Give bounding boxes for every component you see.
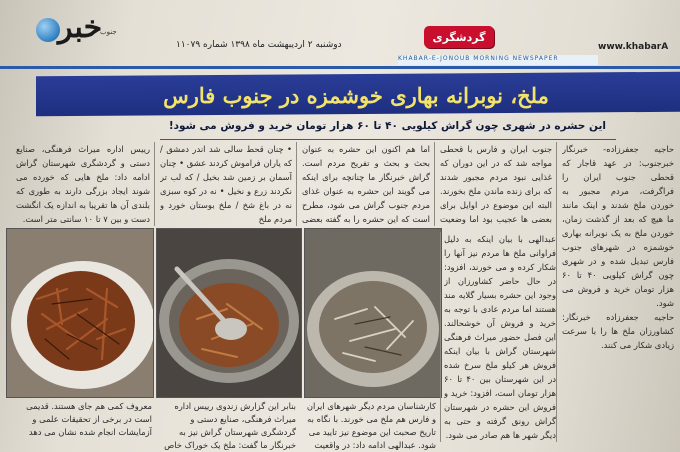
- bottom-column-3: معروف کمی هم جای هستند. قدیمی است در برخی از تحقیقات علمی و آزمایشات انجام شده نشان می دهد: [26, 401, 152, 437]
- column-5-text: رییس اداره میراث فرهنگی، صنایع دستی و گردشگری شهرستان گراش ادامه داد: ملخ هایی که خورده می شوند ایجاد بزرگی دارند به طوری که بلندی آن ها تقریبا به اندازه یک انگشت دست و بین ۷ تا ۱۰ سانتی متر است.: [16, 144, 150, 224]
- masthead-rule: [0, 66, 680, 69]
- column-divider: [434, 142, 435, 226]
- column-1: [562, 142, 674, 442]
- column-divider: [440, 232, 441, 442]
- column-2: [440, 142, 552, 226]
- column-2b-text: عبدالهی با بیان اینکه به دلیل فراوانی ملخ ها مردم نیز آنها را شکار کرده و می خورند، افزود: در حال حاضر کشاورزان از وجود این حشره بسیار گلایه مند هستند اما مردم عادی با توجه به خرید و فروش آن خوشحالند. این فصل حضور میراث فرهنگی شهرستان گراش با بیان اینکه فروش هر کیلو ملخ سرخ شده در این شهرستان بین ۴۰ تا ۶۰ هزار تومان است، افزود: خرید و فروش این حشره در شهرستان گراش رونق گرفته و حتی به دیگر شهر ها هم صادر می شود.: [444, 234, 556, 440]
- newspaper-tagline: KHABAR-E-JONOUB MORNING NEWSPAPER: [398, 55, 598, 65]
- photo-fried-locusts: [6, 228, 154, 398]
- website-url: www.khabarA: [598, 42, 669, 52]
- photo-dried-locusts: [304, 228, 442, 398]
- section-badge: گردشگری: [424, 26, 494, 48]
- issue-dateline: دوشنبه ۲ اردیبهشت ماه ۱۳۹۸ شماره ۱۱۰۷۹: [176, 40, 342, 50]
- column-2-text: جنوب ایران و فارس با قحطی مواجه شد که در این دوران که غذایی نبود مردم مجبور شدند که برای زنده ماندن ملخ بخورند. البته این موضوع در اوایل برای بعضی ها عجیب بود اما وضعیت: [440, 144, 552, 224]
- subhead-divider: [160, 139, 616, 140]
- bottom-column-2: بنابر این گزارش زندوی رییس اداره میراث فرهنگی، صنایع دستی و گردشگری شهرستان گراش نیز به خبرنگار ما گفت: ملخ یک خوراک خاص: [164, 401, 296, 450]
- column-divider: [556, 142, 557, 442]
- column-4-text: • چنان قحط سالی شد اندر دمشق / که یاران فراموش کردند عشق • چنان آسمان بر زمین شد بخیل / که لب تر نکردند زرع و نخیل • نه در کوه سبزی نه در باغ شخ / ملخ بوستان خورد و مردم ملخ: [160, 144, 292, 224]
- fried-locusts-image: [7, 229, 153, 397]
- column-5: [16, 142, 150, 226]
- column-4-poem: [160, 142, 292, 226]
- column-divider: [296, 142, 297, 226]
- article-headline: ملخ، نوبرانه بهاری خوشمزه در جنوب فارس: [163, 83, 549, 108]
- dried-locusts-image: [305, 229, 441, 397]
- photo-locusts-in-pot: [156, 228, 302, 398]
- masthead: [0, 0, 680, 66]
- column-1b-text: حاجیه جعفرزاده خبرنگار: کشاورزان ملخ ها را با سرعت زیادی شکار می کنند.: [562, 312, 674, 350]
- locusts-pot-image: [157, 229, 301, 397]
- column-divider: [154, 142, 155, 226]
- column-2-lower: [444, 232, 556, 442]
- logo-text: خبر: [58, 10, 103, 45]
- logo-subtitle: جنوب: [100, 28, 117, 36]
- column-3-text: اما هم اکنون این حشره به عنوان بحث و بحث و تفریح مردم است. گراش خبرنگار ما چنانچه برای اینکه می گویند این حشره به عنوان غذای مردم جنوب گراش می شود، مطرح است که این حشره را به گفته بعضی: [302, 144, 430, 224]
- bottom-column-1: کارشناسان مردم دیگر شهرهای ایران و فارس هم ملخ می خورند. با نگاه به تاریخ صحبت این موضوع نیز تایید می شود. عبدالهی ادامه داد: در واقعیت: [306, 401, 436, 450]
- article-subhead: این حشره در شهری چون گراش کیلویی ۴۰ تا ۶۰ هزار تومان خرید و فروش می شود!: [168, 120, 606, 132]
- column-1-text: حاجیه جعفرزاده- خبرنگار خبرجنوب: در عهد قاجار که قحطی جنوب ایران را فراگرفت، مردم مجبور به خوردن ملخ شدند و اینک مانند ما هیچ که بعد از گذشت زمان، خوردن ملخ به یک نوبرانه بهاری خوشمزه در شهرهای جنوب فارس تبدیل شده و در شهری چون گراش کیلویی ۴۰ تا ۶۰ هزار تومان خرید و فروش می شود.: [562, 144, 674, 308]
- column-3: [302, 142, 430, 226]
- globe-icon: [36, 18, 60, 42]
